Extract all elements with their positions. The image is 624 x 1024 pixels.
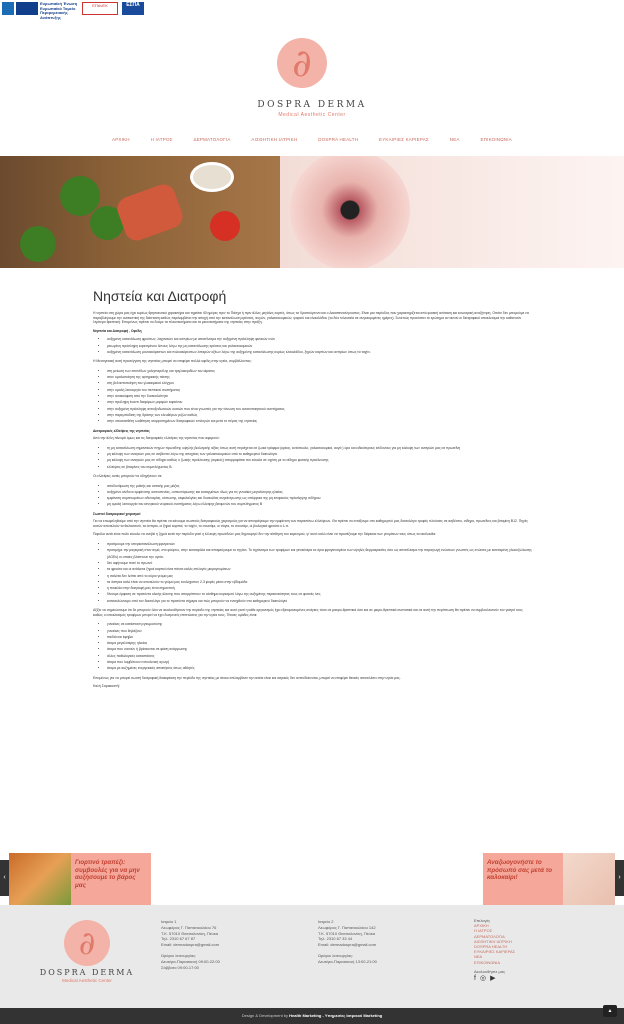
list-item: • προτίμουμε την υπερκατανάλωση φρυγανιών (107, 541, 533, 547)
main-nav (112, 137, 512, 145)
eu-union-label: Ευρωπαϊκή Ένωση Ευρωπαϊκό Ταμείο Περιφερειακής Ανάπτυξης (40, 1, 78, 20)
closing-text: Επομένως για να μπορεί σωστή διατροφική διακαρίαση την περίοδο της νηστείας με άτοκο επιλαμβάνει την εκτεία είναι και ιατρικός δεν αντενδείκνυται, μπορεί να επιφέρει θετικές αποτελέσει στην υγεία μας. (93, 675, 401, 680)
groups-list (107, 621, 533, 671)
copyright-company-link[interactable]: Health Marketing - Υπηρεσίες Ιατρικού Marketing (289, 1013, 383, 1018)
tips-list (107, 541, 533, 604)
tips-heading: Σωστοί διατροφικοί χειρισμοί (93, 511, 141, 516)
back-to-top-button[interactable]: ▲ (603, 1005, 617, 1017)
list-item: • στην πρόληψη έναντι διαφόρων μορφών καρκίνου (107, 399, 533, 405)
list-item: • μειωμένη πρόσληψη κορεσμένου λίπους λόγω της μη κατανάλωσης κρέατος και γαλακτοκομικών (107, 343, 533, 349)
clinic-2-hours-title: Ωράριο λειτουργίας: (318, 952, 354, 958)
copyright-prefix: Design & Development by (241, 1013, 289, 1018)
eu-flag-icon (16, 2, 38, 15)
footer-link-home[interactable]: ΑΡΧΙΚΗ (474, 923, 489, 929)
brand-name[interactable]: DOSPRA DERMA (257, 100, 367, 110)
clinic-2-info (318, 919, 377, 965)
clinic-1-address: Λεωφόρος Γ. Παπανικολάου 76 (161, 924, 217, 930)
research-intro: Η Μεσογειακή αυτή προσέγγιση της νηστείας μπορεί να επιφέρει πολλά οφέλη στην υγεία, συμβάλλοντας: (93, 359, 252, 364)
list-item: • στην ανακούφιση από την δυσκοιλιότητα (107, 393, 533, 399)
nav-item-dermatology[interactable]: ΔΕΡΜΑΤΟΛΟΓΙΑ (193, 137, 231, 142)
list-item: • στον ομαλοποίηση της αρτηριακής πίεσης (107, 374, 533, 380)
flower-graphic (290, 156, 410, 268)
clinic-1-info (161, 919, 220, 970)
clinic-2-phone[interactable]: Τηλ. 2310 67 33 44 (318, 936, 353, 942)
deficit-effects-list (107, 483, 533, 508)
eu-funding-logos (0, 0, 624, 18)
brand-subtitle: Medical Aesthetic Center (278, 112, 346, 118)
list-item: • στην παρεμπόδιση της δράσης των ελευθέρων ριζών καθώς (107, 412, 533, 418)
clinic-2-hours-weekdays: Δευτέρα-Παρασκευή 13:00-21:00 (318, 958, 377, 964)
footer-link-dermatology[interactable]: ΔΕΡΜΑΤΟΛΟΓΙΑ (474, 933, 505, 939)
clinic-2-email[interactable]: Email: dermadospra@gmail.com (318, 942, 377, 948)
list-item: • άτομα που λαμβάνουν ινσουλινική αγωγή (107, 659, 533, 665)
article-intro: Η νηστεία στη χώρα μας έχει κυρίως θρησκευτικό χαρακτήρα και τηρείται 40 ημέρες πριν το Πάσχα ή πριν άλλες μεγάλες εορτές, όπως τα Χριστούγεννα και ο Δεκαπενταύγουστος. Είναι μια περίοδος που χαρακτηρίζεται από φυσική ανάταση και εσωτερική αναζήτηση. Οπότε δεν μπορούμε να παραβλέψουμε την ουσιαστική της διάσταση καθώς περιλαμβάνει την αποχή από την κατανάλωση κρέατος, αυγών, γαλακτοκομικών, ψαριού και ελαιολάδου (τα δύο τελευταία σε συγκεκριμένες ημέρες). Συνεπώς προκύπτει το ερώτημα αν αυτού οι διατροφικοί αποκλεισμοί την καθιστούν λιγότερο θρεπτική. Επομένως πρέπει να δούμε τα πλεονεκτήματα και τα μειονεκτήματα της νηστείας στην πράξη. (93, 311, 529, 325)
copyright-bar (0, 1008, 624, 1024)
instagram-icon[interactable]: ◎ (479, 975, 487, 983)
espa-logo: ΕΣΠΑ (122, 2, 144, 15)
nav-item-home[interactable]: ΑΡΧΙΚΗ (112, 137, 130, 142)
list-item: • μη κάλυψη των αναγκών μας σε ασβέστιο λόγω της αποχείας των γαλακτοκομικών από το καθημερινό διαιτολόγιο (107, 451, 533, 457)
clinic-1-hours-saturday: Σάββατο 09:00-17:00 (161, 964, 199, 970)
caution-text: Αξίζει να σημειώσουμε ότι δε μπορούν όλοι να ακολουθήσουν την περίοδο της νηστείας και αυτό γιατί η κάθε οργανισμός έχει εξατομικευμένες ανάγκες τόσο σε μακρο-θρεπτικά όσο και σε μικρο-θρεπτικά συστατικά και σε αυτή την περίπτωση θα πρέπει να συμβουλευτούν τον γιατρό τους καθώς ο αποκλεισμός τροφίμων μπορεί να έχει δυσμενείς επιπτώσεις για την υγεία τους. Τέτοιες ομάδες είναι: (93, 608, 523, 617)
clinic-1-phone[interactable]: Τηλ. 2310 67 67 87 (161, 936, 196, 942)
list-item: • τα φρούτα και οι ανάλατοι ξηροί καρποί είναι πάντα καλές επιλογές μικρογευμάτων (107, 566, 533, 572)
list-item: • δίνουμε έμφαση σε πρατόντα ολικής άλεσης που απορρίπτουν το αίσθημα κορεσμού λόγω της αυξημένης περιεκτικότητας τους σε φυτικές ίνες (107, 591, 533, 597)
list-item: • στη μείωση των επιπέδων χοληστερόλης και τριγλυκεριδίων του αίματος (107, 368, 533, 374)
list-item: • καταναλώνουμε από τον διαιτολόγο για το πρατόντα σήμερα και πώς μπορούν να ενταχθούν στο καθημερινό διαιτολόγιο (107, 598, 533, 604)
footer (0, 905, 624, 1008)
footer-link-aesthetic[interactable]: ΑΙΣΘΗΤΙΚΗ ΙΑΤΡΙΚΗ (474, 938, 512, 944)
hero-image (0, 156, 624, 268)
clinic-1-city: Τ.Κ. 57010 Θεσσαλονίκη, Πεύκα (161, 930, 219, 936)
facebook-icon[interactable]: f (474, 975, 476, 983)
list-item: • μη κάλυψη των αναγκών μας σε σίδηρο καθώς ο ζωικής προέλευσης (αιμικός) απορροφάται πιο εύκολα σε σχέση με το σίδηρο φυτικής προέλευσης (107, 457, 533, 463)
accessibility-icon[interactable] (2, 2, 14, 15)
footer-link-doctor[interactable]: Η ΙΑΤΡΟΣ (474, 928, 493, 934)
epanek-logo: ΕΠΑνΕΚ (82, 2, 118, 15)
footer-link-careers[interactable]: ΕΥΚΑΙΡΙΕΣ ΚΑΡΙΕΡΑΣ (474, 949, 516, 955)
clinic-2-title: Ιατρείο 2 (318, 919, 334, 924)
youtube-icon[interactable]: ▶ (490, 975, 496, 983)
logo-d-mark[interactable]: ∂ (292, 41, 312, 85)
list-item: • άλλες παθολογικές καταστάσεις (107, 653, 533, 659)
tips-intro-2: Παρόλα αυτά είναι πολύ εύκολο να ανεβεί η ζημιά κατά την περίοδο γιατί η έλλειψη πρωτεΐνών μας δημιουργεί δεν την αίσθηση του κορεσμού, γι' αυτό καλό είναι να προσέξουμε την διάρκεια των γευμάτων τους όπως τα ακόλουθα: (93, 532, 437, 537)
list-item: • στην ομαλή λειτουργία του πεπτικού συστήματος (107, 387, 533, 393)
footer-subtitle: Medical Aesthetic Center (62, 978, 112, 983)
clinic-1-title: Ιατρείο 1 (161, 919, 177, 924)
list-item: • μη ομαλή λειτουργία του κεντρικού νευρικού συστήματος λόγω έλλειψης βιταμινών του συμπλέγματος Β (107, 501, 533, 507)
list-item: • άτομα μεγαλύτερης ηλικίας (107, 640, 533, 646)
nav-item-news[interactable]: ΝΕΑ (449, 137, 460, 142)
promo-left-image[interactable] (9, 853, 71, 905)
promo-left[interactable] (9, 853, 151, 905)
list-item: • στη βελτιστοποίηση του γλυκαιμικού ελέγχου (107, 380, 533, 386)
list-item: • άτομα με αυξημένες ενεργειακές απαιτήσεις όπως αθλητές (107, 665, 533, 671)
deficit-effects-intro: Οι ελλείψεις αυτές μπορούν να οδηγήσουν σε: (93, 473, 163, 478)
signoff-text: Καλή Σαρακοστή! (93, 684, 120, 689)
list-item: • τη μη κατανάλωση σημαντικών πηγών πρωτεΐνης υψηλής βιολογικής αξίας όπως αυτή περιέχεται σε ζωικά τρόφιμα (κρέας, κοτόπουλο, γαλακτοκομικά, αυγά ) όρο και ειδικότερους κίνδυνους για μη κάλυψη των αναγκών μας σε πρωτεΐνη (107, 445, 533, 451)
list-item: • η σαλάτα δεν λείπει από το κύριο γεύμα μας (107, 573, 533, 579)
tips-intro: Για να επωφεληθούμε από την νηστεία θα πρέπει να κάνουμε σωστούς διατροφικούς χειρισμούς για να αποτρέψουμε την εμφάνιση των παραπάνω ελλείψεων. Θα πρέπει να εντάξουμε στο καθημερινό μας διαιτολόγιο τροφές πλούσιες σε ασβέστιο, σίδηρο, πρωτεΐνες και βιταμίνη Β12. Πηγές αυτών αποτελούν τα θαλασσινά, τα όσπρια, οι ξηροί καρποί, το ταχίνι, το σουσάμι, οι σόγια, το σουσάμι, οι βιολογικά φρούτα κ.λ.π. (93, 519, 528, 528)
list-item: • εμφάνιση συμπτωμάτων αδυναμίας, κόπωσης, κεφαλαλγίας και δυσκολίας συγκέντρωσης ως απόρροια της μη επαρκούς πρόσληψης σιδήρου (107, 495, 533, 501)
list-item: • παιδιά και έφηβοι (107, 634, 533, 640)
list-item: • άτομα που νοσούν ή βρίσκονται σε φάση ανάρρωσης (107, 646, 533, 652)
article (93, 288, 533, 693)
nav-item-doctor[interactable]: Η ΙΑΤΡΟΣ (150, 137, 173, 142)
footer-link-news[interactable]: ΝΕΑ (474, 954, 483, 960)
footer-logo-d-mark: ∂ (78, 924, 96, 962)
promo-right-image[interactable] (563, 853, 615, 905)
research-list (107, 368, 533, 425)
deficit-heading: Διατροφικές ελλείψεις της νηστείας (93, 428, 150, 433)
next-post-arrow[interactable]: › (615, 860, 624, 896)
list-item: • αυξημένη κατανάλωση μονοακόρεστων και πολυακόρεστων λιπαρών οξέων λόγω της αυξημένης κατανάλωσης κυρίως ελαιολάδου, ξηρών καρπών και οσπρίων όπως τα ταχίνι. (107, 349, 533, 355)
nav-item-contact[interactable]: ΕΠΙΚΟΙΝΩΝΙΑ (480, 137, 512, 142)
clinic-1-email[interactable]: Email: dermadospra@gmail.com (161, 942, 220, 948)
clinic-1-hours-title: Ωράριο λειτουργίας: (161, 952, 197, 958)
nav-item-careers[interactable]: ΕΥΚΑΙΡΙΕΣ ΚΑΡΙΕΡΑΣ (379, 137, 429, 142)
footer-links (474, 918, 515, 981)
article-title: Νηστεία και Διατροφή (93, 288, 227, 304)
benefits-heading: Νηστεία και Διατροφή , Οφέλη (93, 328, 142, 333)
nav-item-health[interactable]: DOSPRA HEALTH (318, 137, 359, 142)
promo-right-text[interactable]: Αναζωογονήστε το πρόσωπό σας μετά το καλοκαίρι! (483, 853, 563, 905)
list-item: • γυναίκες που θηλάζουν (107, 628, 533, 634)
list-item: • δεν αφήνουμε ποτέ το πρωινό (107, 560, 533, 566)
benefits-list (107, 336, 533, 355)
clinic-2-address: Λεωφόρος Γ. Παπανικολάου 142 (318, 924, 376, 930)
list-item: • η ποικιλία στην διατροφή μας είναι σημαντική (107, 585, 533, 591)
footer-brand: DOSPRA DERMA (39, 968, 135, 977)
list-item: • στην υποανισθέτη ωοθέτηση ισορροπημένων διατροφικών επιλογών και μετά το πέρας της νηστείας (107, 418, 533, 424)
promo-right[interactable] (483, 853, 624, 905)
list-item: • στην αυξημένη πρόσληψη αντιοξειδωτικών ουσιών που είναι γνωστές για την τόνωση του ανοσοποιητικού συστήματος (107, 406, 533, 412)
social-title: Ακολουθήστε μας (474, 968, 506, 974)
deficit-list (107, 445, 533, 470)
clinic-2-city: Τ.Κ. 57010 Θεσσαλονίκη, Πεύκα (318, 930, 376, 936)
clinic-1-hours-weekdays: Δευτέρα-Παρασκευή 09:00-22:00 (161, 958, 220, 964)
footer-link-contact[interactable]: ΕΠΙΚΟΙΝΩΝΙΑ (474, 959, 500, 965)
prev-post-arrow[interactable]: ‹ (0, 860, 9, 896)
list-item: • τα όσπρια καλό είναι να αποτελούν το γεύμα μας τουλάχιστον 2-3 φορές μέσα στην εβδομάδα (107, 579, 533, 585)
list-item: • αυξημένο κίνδυνο εμφάνισης οστεοπενίας, οστεοπόρωσης και καταγμάτων όλως για τις γυναίκες μεγαλύτερης ηλικίας (107, 489, 533, 495)
footer-links-title: Επιλογές (474, 918, 491, 923)
list-item: • αποδυνάμωση της μυϊκής και οστικής μας μάζας (107, 483, 533, 489)
list-item: • αυξημένη κατανάλωση φρούτων, λαχανικών και οσπρίων με αποτέλεσμα την αυξημένη πρόσληψη φυτικών ινών (107, 336, 533, 342)
social-links (474, 976, 515, 981)
list-item: • ελλείψεις σε βιταμίνες του συμπλέγματος Β. (107, 464, 533, 470)
list-item: • γυναίκες σε κατάσταση εγκυμοσύνης (107, 621, 533, 627)
deficit-intro: Από την άλλη πλευρά όμως και τις διατροφικές ελλείψεις της νηστείας που αφορούν: (93, 436, 220, 441)
nav-item-aesthetic[interactable]: ΑΙΣΘΗΤΙΚΗ ΙΑΤΡΙΚΗ (251, 137, 298, 142)
footer-link-health[interactable]: DOSPRA HEALTH (474, 944, 508, 950)
list-item: • προτιμήμε την μαγειρική στον ατμό, στο φούρνο, στην κατσαρόλα και αποφεύγουμε το τηγάνι. Το τηγάνισμα των τροφίμων και γενικότερα τα όρια φρυγανισμένα των υψηλές θερμοκρασίες όσο ως αποτέλεσμα την παραγωγή ενώσεων γνωστές ως ενώσεις με εκτεταμένη γλυκοζυλίωσης (AGEs) οι οποίες βλάπτουν την υγεία. (107, 547, 533, 560)
promo-left-text[interactable]: Γιορτινό τραπέζι: συμβουλές για να μην αυξήσουμε το βάρος μας (71, 853, 151, 905)
